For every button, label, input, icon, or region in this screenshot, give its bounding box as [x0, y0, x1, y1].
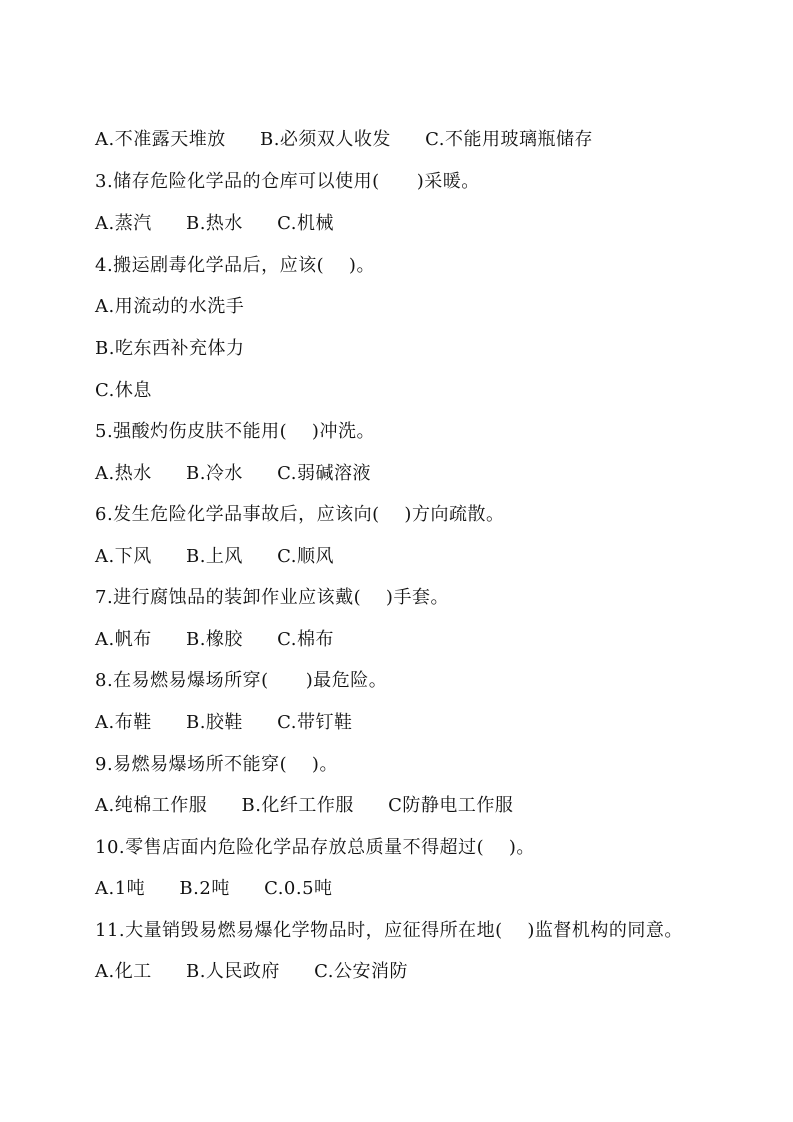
- option-c: C.不能用玻璃瓶储存: [425, 129, 594, 150]
- option-line-c: C.休息: [95, 380, 152, 401]
- option-a: A.蒸汽: [95, 213, 152, 234]
- question-9: 9.易燃易爆场所不能穿( )。: [95, 754, 338, 775]
- option-b: B.上风: [185, 546, 243, 567]
- question-10: 10.零售店面内危险化学品存放总质量不得超过( )。: [95, 837, 535, 858]
- option-b: B.胶鞋: [185, 712, 243, 733]
- options-row: [95, 128, 735, 152]
- option-b: B.热水: [185, 213, 243, 234]
- option-c: C.弱碱溶液: [277, 463, 372, 484]
- option-c: C防静电工作服: [388, 795, 514, 816]
- question-6: 6.发生危险化学品事故后，应该向( )方向疏散。: [95, 504, 505, 525]
- option-line-b: B.吃东西补充体力: [95, 338, 245, 359]
- options-row: [95, 711, 735, 735]
- options-row: [95, 545, 735, 569]
- option-b: B.2吨: [179, 878, 230, 899]
- option-a: A.化工: [95, 961, 152, 982]
- options-row: [95, 960, 735, 984]
- option-a: A.纯棉工作服: [95, 795, 208, 816]
- option-c: C.带钉鞋: [277, 712, 353, 733]
- option-a: A.热水: [95, 463, 152, 484]
- options-row: [95, 212, 735, 236]
- question-5: 5.强酸灼伤皮肤不能用( )冲洗。: [95, 421, 375, 442]
- options-row: [95, 794, 735, 818]
- question-7: 7.进行腐蚀品的装卸作业应该戴( )手套。: [95, 587, 449, 608]
- option-c: C.顺风: [277, 546, 335, 567]
- option-a: A.1吨: [95, 878, 146, 899]
- option-c: C.0.5吨: [264, 878, 333, 899]
- question-8: 8.在易燃易爆场所穿( )最危险。: [95, 670, 388, 691]
- option-c: C.棉布: [277, 629, 335, 650]
- options-row: [95, 877, 735, 901]
- option-line-a: A.用流动的水洗手: [95, 296, 245, 317]
- option-a: A.下风: [95, 546, 152, 567]
- option-b: B.人民政府: [185, 961, 280, 982]
- option-b: B.必须双人收发: [259, 129, 391, 150]
- question-3: 3.储存危险化学品的仓库可以使用( )采暖。: [95, 171, 480, 192]
- option-b: B.橡胶: [185, 629, 243, 650]
- option-b: B.冷水: [185, 463, 243, 484]
- option-c: C.机械: [277, 213, 335, 234]
- option-c: C.公安消防: [314, 961, 409, 982]
- options-row: [95, 462, 735, 486]
- option-a: A.布鞋: [95, 712, 152, 733]
- option-a: A.帆布: [95, 629, 152, 650]
- options-row: [95, 628, 735, 652]
- question-11: 11.大量销毁易燃易爆化学物品时，应征得所在地( )监督机构的同意。: [95, 920, 683, 941]
- question-4: 4.搬运剧毒化学品后，应该( )。: [95, 255, 375, 276]
- option-b: B.化纤工作服: [241, 795, 354, 816]
- option-a: A.不准露天堆放: [95, 129, 226, 150]
